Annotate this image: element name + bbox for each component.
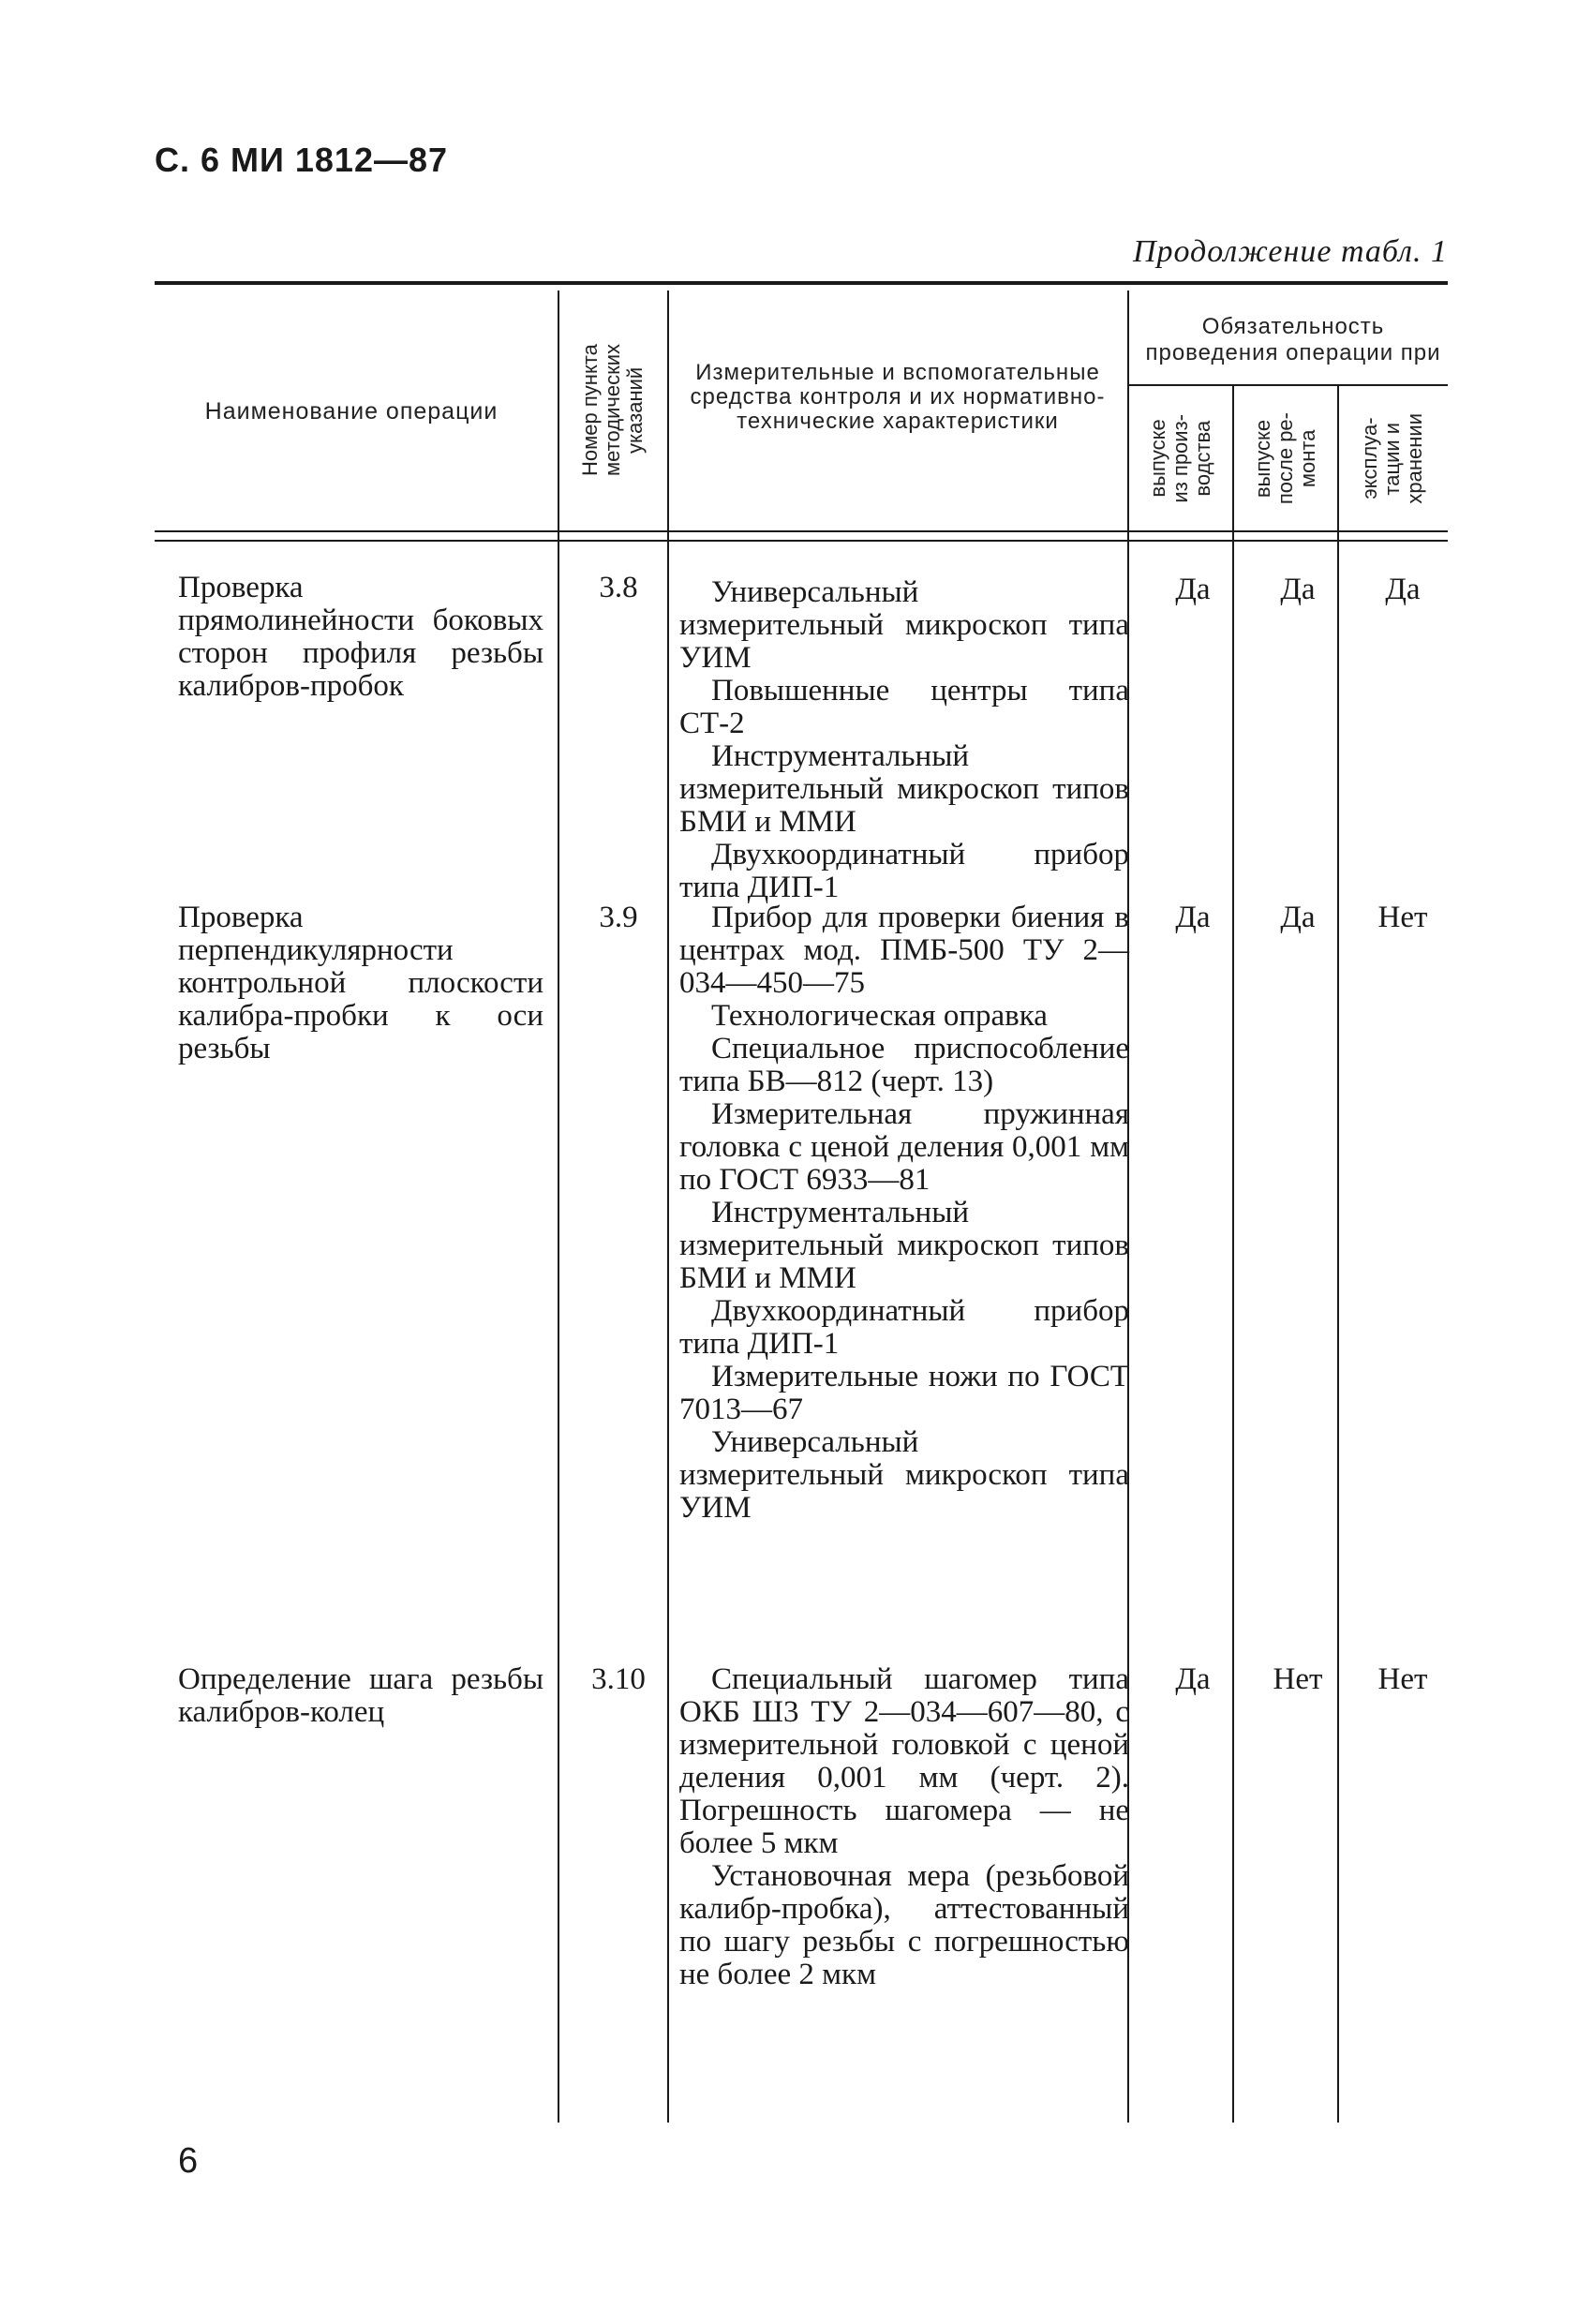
- row-1-operation: [178, 572, 543, 703]
- tool-item: Двухкоординатный прибор типа ДИП-1: [679, 838, 1129, 904]
- table-top-rule: [155, 281, 1448, 285]
- tool-item: Прибор для проверки биения в центрах мод. ПМБ-500 ТУ 2—034—450—75: [679, 901, 1129, 1000]
- page-number: 6: [178, 2141, 199, 2181]
- row-1-operation-text: Проверка прямолинейности боковых сторон профиля резьбы калибров-пробок: [178, 571, 543, 703]
- row-2-operation: [178, 901, 543, 1065]
- tool-item: Повышенные центры типа СТ-2: [679, 674, 1129, 740]
- header-production-cell: [1130, 388, 1231, 529]
- header-operation-storage: эксплуа- тации и хранении: [1358, 412, 1426, 504]
- header-repair: выпуске после ре- монта: [1251, 411, 1319, 505]
- col-divider-1: [558, 290, 559, 2123]
- row-3-repair: Нет: [1273, 1662, 1323, 1696]
- header-bottom-rule: [155, 530, 1448, 532]
- row-2-production: Да: [1175, 901, 1211, 934]
- row-1-number: 3.8: [599, 571, 638, 604]
- tool-item: Специальный шагомер типа ОКБ Ш3 ТУ 2—034—607—80, с измерительной головкой с ценой деления 0,001 мм (черт. 2). Погрешность шагомера — не более 5 мкм: [679, 1662, 1129, 1860]
- col-divider-4: [1232, 386, 1234, 2123]
- row-3-production: Да: [1175, 1662, 1211, 1696]
- table-continuation-caption: Продолжение табл. 1: [1132, 234, 1448, 269]
- row-2-operation-text: Проверка перпендикулярности контрольной плоскости калибра-пробки к оси резьбы: [178, 901, 543, 1065]
- col-divider-5: [1337, 386, 1339, 2123]
- tool-item: Технологическая оправка: [711, 999, 1048, 1033]
- row-1-repair: Да: [1280, 573, 1316, 606]
- tool-item: Универсальный измерительный микроскоп типа УИМ: [679, 575, 1129, 675]
- header-operation: Наименование операции: [204, 398, 499, 425]
- row-3-operation-text: Определение шага резьбы калибров-колец: [178, 1662, 543, 1729]
- header-obligation: Обязательность проведения операции при: [1145, 314, 1441, 365]
- row-3-tools: [679, 1663, 1129, 1991]
- header-operation-storage-cell: [1340, 388, 1445, 529]
- tool-item: Инструментальный измерительный микроскоп типов БМИ и ММИ: [679, 1196, 1129, 1295]
- tool-item: Двухкоординатный прибор типа ДИП-1: [679, 1294, 1129, 1361]
- row-3-operation: [178, 1663, 543, 1729]
- header-bottom-rule-2: [155, 540, 1448, 542]
- row-3-operation-storage: Нет: [1377, 1662, 1428, 1696]
- page-header: С. 6 МИ 1812—87: [155, 141, 449, 179]
- obligation-subheader-rule: [1127, 384, 1448, 386]
- row-2-repair: Да: [1280, 901, 1316, 934]
- tool-item: Установочная мера (резьбовой калибр-пробка), аттестованный по шагу резьбы с погрешностью не более 2 мкм: [679, 1859, 1129, 1991]
- header-production: выпуске из произ- водства: [1146, 413, 1214, 503]
- header-item-number-cell: [560, 290, 665, 529]
- tool-item: Инструментальный измерительный микроскоп типов БМИ и ММИ: [679, 739, 1129, 839]
- row-1-operation-storage: Да: [1385, 573, 1421, 606]
- row-3-number: 3.10: [591, 1662, 646, 1696]
- header-tools: Измерительные и вспомогательные средства контроля и их нормативно-технические характеристики: [690, 360, 1106, 434]
- tool-item: Измерительные ножи по ГОСТ 7013—67: [679, 1360, 1129, 1426]
- col-divider-2: [667, 290, 669, 2123]
- tool-item: Измерительная пружинная головка с ценой деления 0,001 мм по ГОСТ 6933—81: [679, 1097, 1129, 1197]
- tool-item: Специальное приспособление типа БВ—812 (черт. 13): [679, 1032, 1129, 1098]
- header-item-number: Номер пункта методических указаний: [578, 343, 647, 476]
- row-2-tools: [679, 901, 1129, 1525]
- row-2-number: 3.9: [599, 901, 638, 934]
- tool-item: Универсальный измерительный микроскоп типа УИМ: [679, 1425, 1129, 1525]
- header-repair-cell: [1235, 388, 1336, 529]
- row-1-tools: [679, 576, 1129, 904]
- row-1-production: Да: [1175, 573, 1211, 606]
- row-2-operation-storage: Нет: [1377, 901, 1428, 934]
